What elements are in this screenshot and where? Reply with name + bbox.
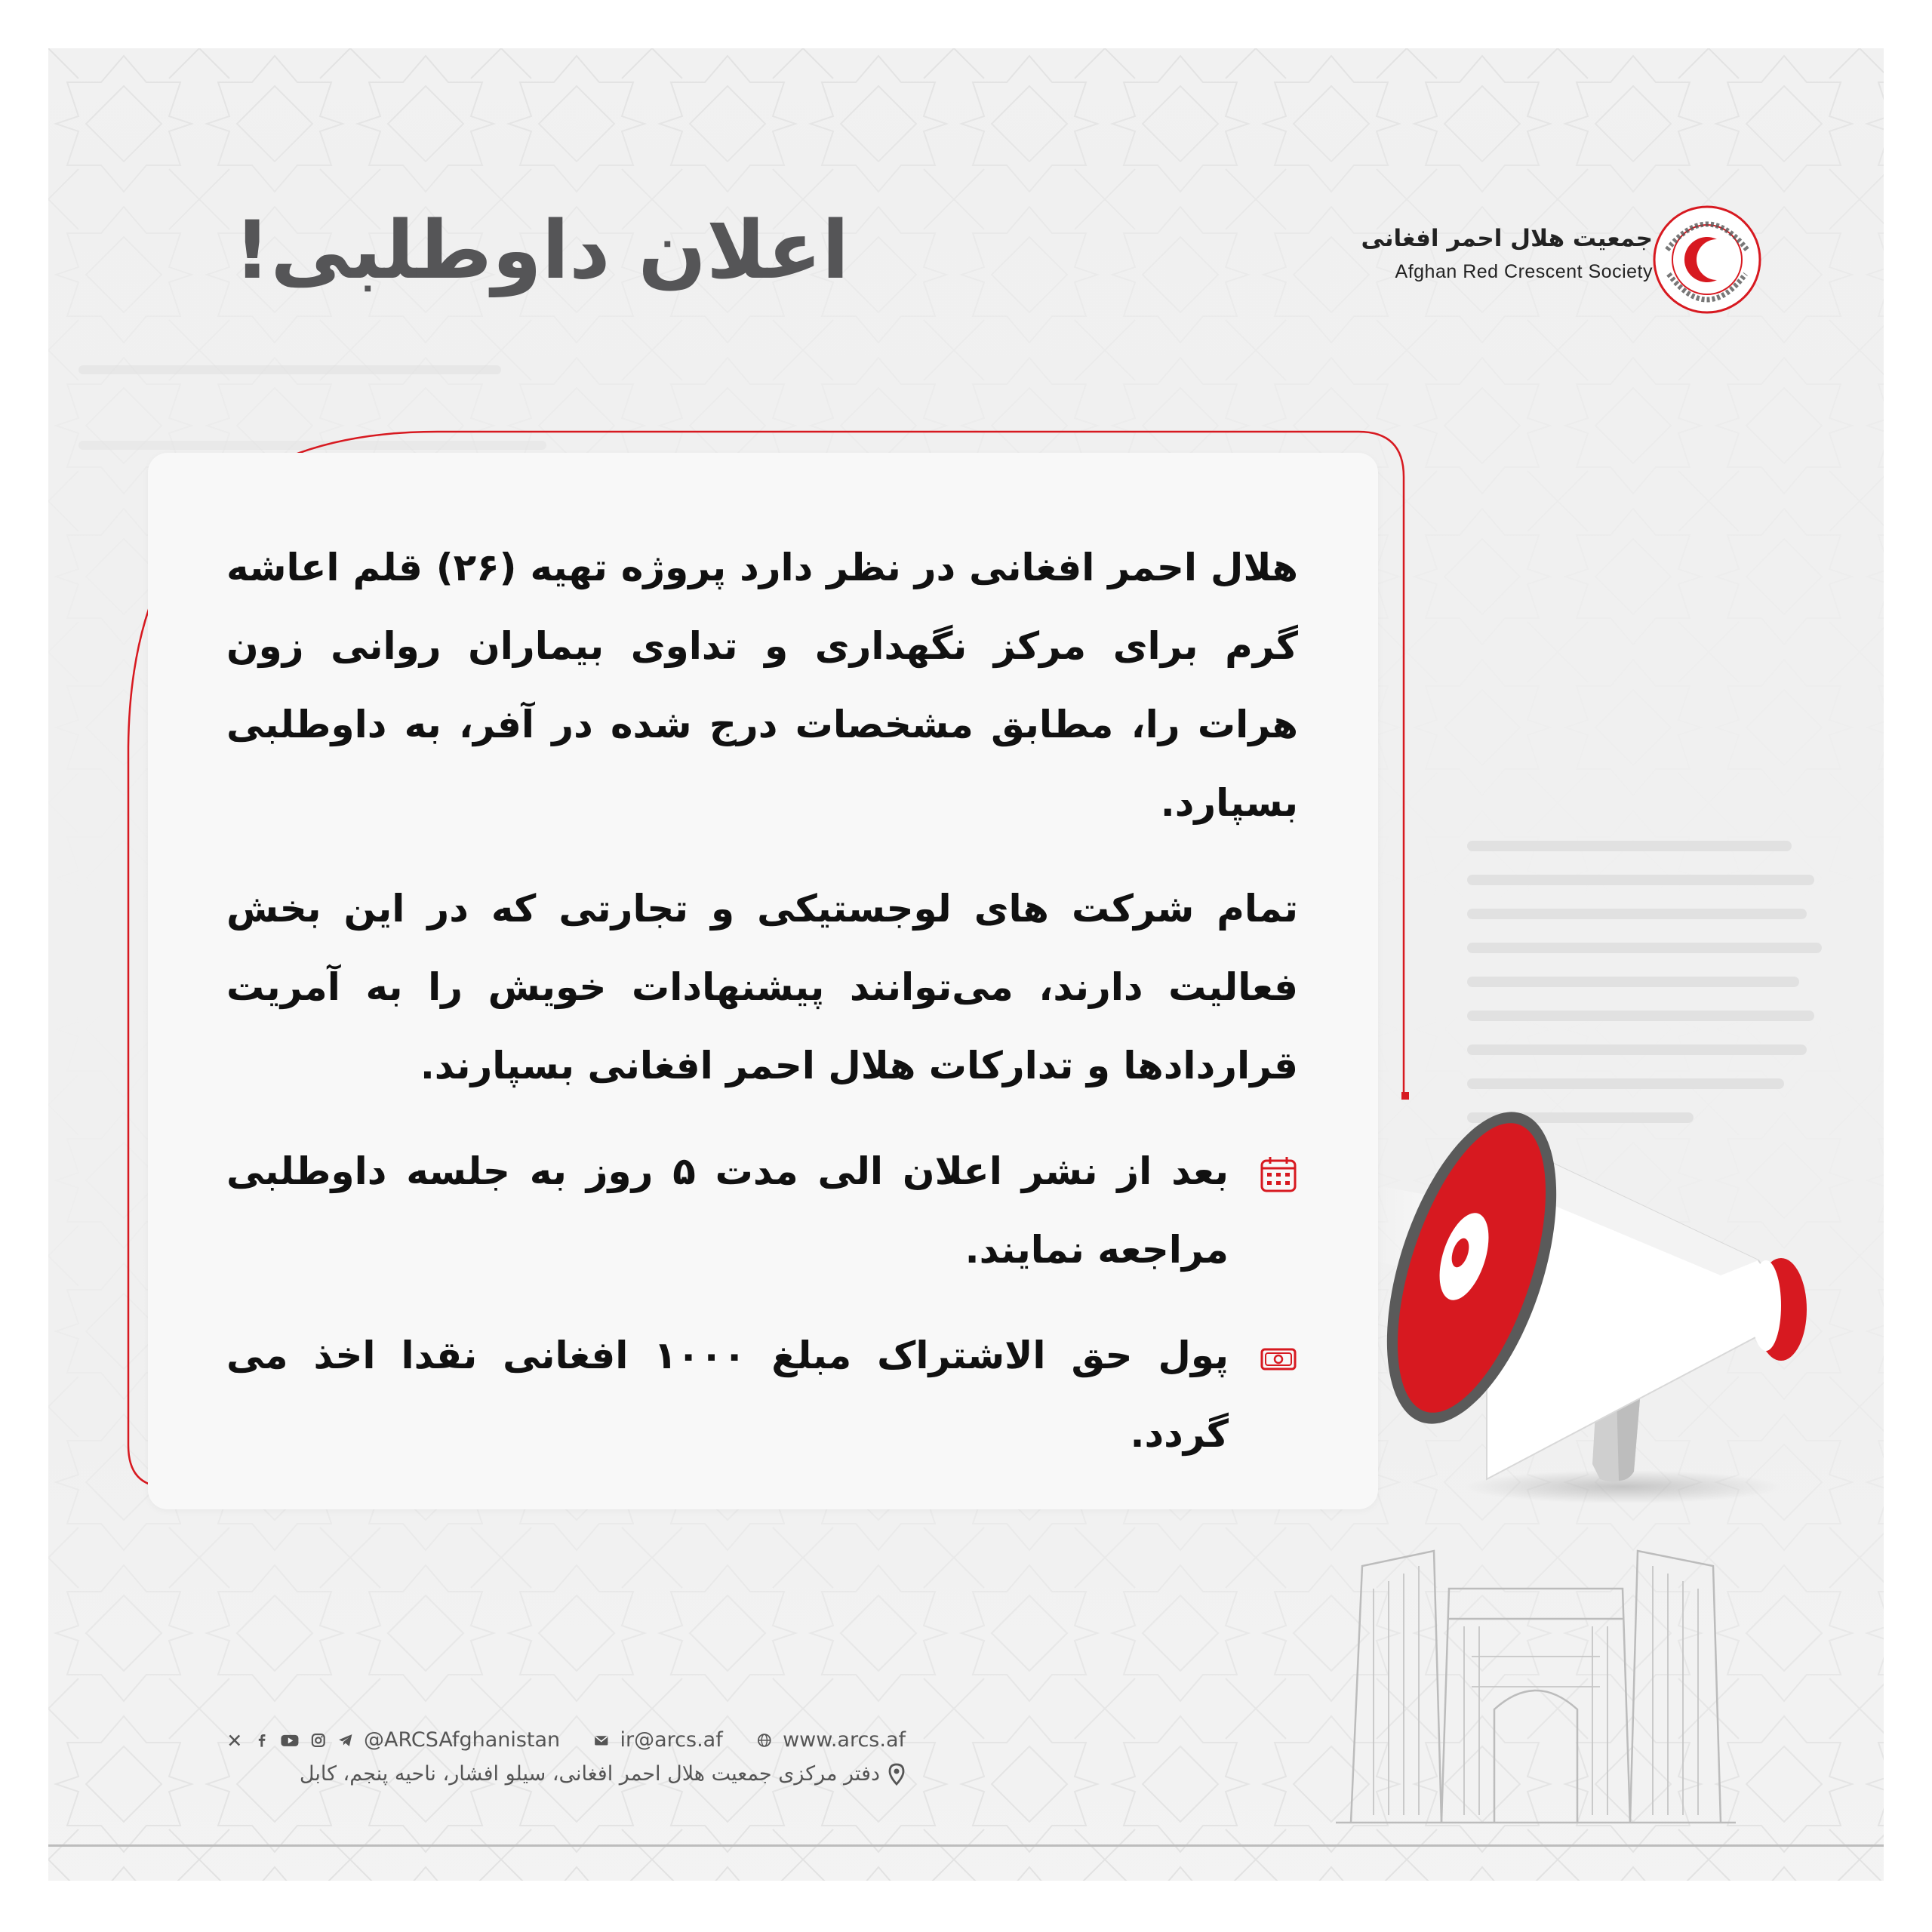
paragraph-companies: تمام شرکت های لوجستیکی و تجارتی که در این بخش فعالیت دارند، می‌توانند پیشنهادات خویش را به آمریت قراردادها و تدارکات هلال احمر افغانی بسپارند. <box>226 887 1298 1088</box>
org-name-fa: جمعیت هلال احمر افغانی <box>1361 225 1653 252</box>
org-name-en: Afghan Red Crescent Society <box>1395 261 1653 282</box>
footer-address-row <box>226 1762 906 1786</box>
paragraph-intro: هلال احمر افغانی در نظر دارد پروژه تهیه (۲۶) قلم اعاشه گرم برای مرکز نگهداری و تداوی بیماران روانی زون هرات را، مطابق مشخصات درج شده در آفر، به داوطلبی بسپارد. <box>226 546 1298 825</box>
org-name-block <box>1361 225 1653 283</box>
calendar-icon <box>1259 1155 1298 1194</box>
social-handle[interactable]: @ARCSAfghanistan <box>364 1728 561 1752</box>
website-link[interactable]: www.arcs.af <box>783 1728 906 1752</box>
telegram-icon[interactable] <box>337 1729 354 1752</box>
bullet-session <box>226 1132 1298 1289</box>
bottom-rule <box>48 1844 1884 1847</box>
x-icon[interactable] <box>226 1729 243 1752</box>
globe-icon <box>756 1729 773 1752</box>
location-pin-icon <box>888 1763 906 1786</box>
youtube-icon[interactable] <box>280 1729 300 1752</box>
megaphone-icon <box>1374 1087 1841 1509</box>
facebook-icon[interactable] <box>254 1729 270 1752</box>
bullet-fee-text: پول حق الاشتراک مبلغ ۱۰۰۰ افغانی نقدا اخذ می گردد. <box>226 1334 1229 1456</box>
footer-contacts <box>226 1728 906 1752</box>
email-icon <box>593 1729 610 1752</box>
announcement-body <box>226 528 1298 1500</box>
address-text: دفتر مرکزی جمعیت هلال احمر افغانی، سیلو افشار، ناحیه پنجم، کابل <box>299 1762 880 1786</box>
building-illustration <box>1321 1521 1743 1838</box>
instagram-icon[interactable] <box>310 1729 327 1752</box>
page-title: اعلان داوطلبی! <box>234 204 850 297</box>
money-icon <box>1259 1339 1298 1378</box>
footer <box>226 1728 906 1786</box>
bullet-fee <box>226 1316 1298 1473</box>
email-address[interactable]: ir@arcs.af <box>620 1728 723 1752</box>
bullet-session-text: بعد از نشر اعلان الی مدت ۵ روز به جلسه داوطلبی مراجعه نمایند. <box>226 1149 1229 1272</box>
red-crescent-logo-icon <box>1652 205 1762 315</box>
